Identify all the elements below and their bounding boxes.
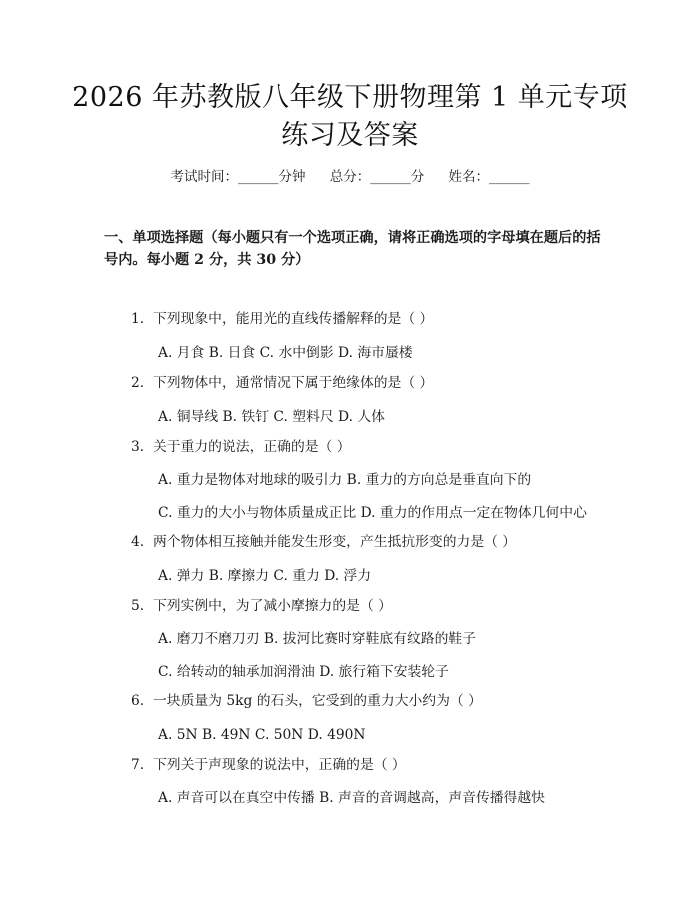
question-2-options: A. 铜导线 B. 铁钉 C. 塑料尺 D. 人体 bbox=[158, 409, 385, 425]
document-title-line2: 练习及答案 bbox=[281, 120, 419, 151]
question-stem: 下列物体中，通常情况下属于绝缘体的是（ ） bbox=[153, 375, 434, 391]
question-number: 4. bbox=[131, 534, 145, 550]
question-number: 3. bbox=[131, 439, 145, 455]
total-score-field: 总分：______分 bbox=[329, 169, 425, 185]
question-stem: 两个物体相互接触并能发生形变，产生抵抗形变的力是（ ） bbox=[153, 534, 517, 550]
question-1-options: A. 月食 B. 日食 C. 水中倒影 D. 海市蜃楼 bbox=[158, 345, 413, 361]
question-3-options: A. 重力是物体对地球的吸引力 B. 重力的方向总是垂直向下的 bbox=[158, 472, 532, 488]
question-number: 1. bbox=[131, 311, 145, 327]
name-field: 姓名：______ bbox=[448, 169, 530, 185]
question-number: 5. bbox=[131, 598, 145, 614]
section-heading-line1: 一、单项选择题（每小题只有一个选项正确，请将正确选项的字母填在题后的括 bbox=[104, 230, 601, 246]
question-5-options: A. 磨刀不磨刀刃 B. 拔河比赛时穿鞋底有纹路的鞋子 bbox=[158, 631, 476, 647]
question-stem: 下列实例中，为了减小摩擦力的是（ ） bbox=[153, 598, 392, 614]
question-stem: 下列关于声现象的说法中，正确的是（ ） bbox=[153, 757, 406, 773]
question-number: 6. bbox=[131, 693, 145, 709]
question-4-options: A. 弹力 B. 摩擦力 C. 重力 D. 浮力 bbox=[158, 568, 372, 584]
question-stem: 关于重力的说法，正确的是（ ） bbox=[153, 439, 351, 455]
question-stem: 一块质量为 5kg 的石头，它受到的重力大小约为（ ） bbox=[153, 693, 482, 709]
exam-time-field: 考试时间：______分钟 bbox=[170, 169, 306, 185]
question-number: 7. bbox=[131, 757, 145, 773]
document-title-line1: 2026 年苏教版八年级下册物理第 1 单元专项 bbox=[72, 82, 628, 113]
question-5-options: C. 给转动的轴承加润滑油 D. 旅行箱下安装轮子 bbox=[158, 664, 449, 680]
question-7-options: A. 声音可以在真空中传播 B. 声音的音调越高，声音传播得越快 bbox=[158, 790, 545, 806]
question-6-options: A. 5N B. 49N C. 50N D. 490N bbox=[158, 727, 366, 743]
question-3-options: C. 重力的大小与物体质量成正比 D. 重力的作用点一定在物体几何中心 bbox=[158, 505, 587, 521]
section-heading-line2: 号内。每小题 2 分，共 30 分） bbox=[104, 252, 310, 268]
question-stem: 下列现象中，能用光的直线传播解释的是（ ） bbox=[153, 311, 434, 327]
question-number: 2. bbox=[131, 375, 145, 391]
